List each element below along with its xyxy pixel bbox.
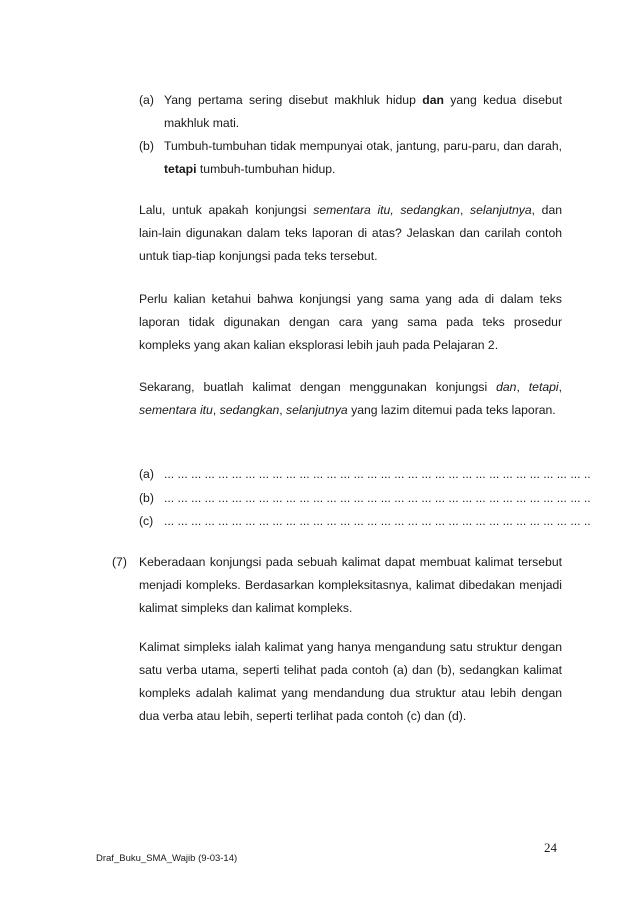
item-7-label: (7) xyxy=(112,555,127,569)
instruction-paragraph xyxy=(139,376,562,422)
italic-term: dan xyxy=(496,380,517,394)
italic-term: selanjutnya xyxy=(469,203,532,217)
item-b-text xyxy=(164,135,562,181)
text-run: Sekarang, buatlah kalimat dengan menggunakan konjungsi xyxy=(139,380,497,394)
text-run: Tumbuh-tumbuhan tidak mempunyai otak, jantung, paru-paru, dan darah, xyxy=(164,139,562,153)
text-run: Kalimat simpleks ialah kalimat yang hanya mengandung satu struktur dengan satu verba utama, seperti telihat pada contoh (a) dan (b), sedangkan kalimat kompleks adalah kalimat yang mendandung dua struktur atau lebih dengan dua verba atau lebih, seperti terlihat pada contoh (c) dan (d). xyxy=(139,640,562,723)
text-run: Perlu kalian ketahui bahwa konjungsi yang sama yang ada di dalam teks laporan tidak digunakan dengan cara yang sama pada teks prosedur kompleks yang akan kalian eksplorasi lebih jauh pada Pelajaran 2. xyxy=(139,292,562,352)
note-paragraph xyxy=(139,288,562,357)
blank-a-dots: ... ... ... ... ... ... ... ... ... ... ... ... ... ... ... ... ... ... ... ... ... ... ... ... ... ... ... ... ... ... ... .. xyxy=(164,467,591,481)
blank-b-dots: ... ... ... ... ... ... ... ... ... ... ... ... ... ... ... ... ... ... ... ... ... ... ... ... ... ... ... ... ... ... ... .. xyxy=(164,491,591,505)
blank-a-label: (a) xyxy=(139,467,154,481)
blank-b-label: (b) xyxy=(139,491,154,505)
question-paragraph xyxy=(139,199,562,268)
explanation-paragraph xyxy=(139,636,562,728)
italic-term: sedangkan xyxy=(219,403,280,417)
bold-term: dan xyxy=(422,93,444,107)
text-run: , xyxy=(459,203,470,217)
text-run: yang lazim ditemui pada teks laporan. xyxy=(347,403,556,417)
italic-term: tetapi xyxy=(528,380,559,394)
text-run: , xyxy=(558,380,562,394)
italic-term: sementara itu, sedangkan xyxy=(313,203,460,217)
text-run: , dan lain-lain digunakan dalam teks laporan di atas? Jelaskan dan carilah contoh untuk tiap-tiap konjungsi pada teks tersebut. xyxy=(139,203,563,263)
text-run: Yang pertama sering disebut makhluk hidup xyxy=(164,93,423,107)
italic-term: selanjutnya xyxy=(286,403,348,417)
blank-c-label: (c) xyxy=(139,514,154,528)
footer-draft-label: Draf_Buku_SMA_Wajib (9-03-14) xyxy=(96,853,238,864)
item-b-label: (b) xyxy=(139,139,154,153)
item-a-label: (a) xyxy=(139,93,154,107)
bold-term: tetapi xyxy=(164,162,197,176)
blank-c-dots: ... ... ... ... ... ... ... ... ... ... ... ... ... ... ... ... ... ... ... ... ... ... ... ... ... ... ... ... ... ... ... .. xyxy=(164,514,591,528)
text-run: Keberadaan konjungsi pada sebuah kalimat dapat membuat kalimat tersebut menjadi kompleks. Berdasarkan kompleksitasnya, kalimat dibedakan menjadi kalimat simpleks dan kalimat kompleks. xyxy=(139,555,562,615)
text-run: tumbuh-tumbuhan hidup. xyxy=(196,162,336,176)
text-run: Lalu, untuk apakah konjungsi xyxy=(139,203,314,217)
text-run: yang kedua disebut makhluk mati. xyxy=(164,93,562,130)
item-7-text xyxy=(139,551,562,620)
text-run: , xyxy=(516,380,529,394)
italic-term: sementara itu xyxy=(139,403,213,417)
text-run: , xyxy=(212,403,220,417)
text-run: , xyxy=(279,403,287,417)
page-number: 24 xyxy=(544,840,557,855)
item-a-text xyxy=(164,89,562,135)
